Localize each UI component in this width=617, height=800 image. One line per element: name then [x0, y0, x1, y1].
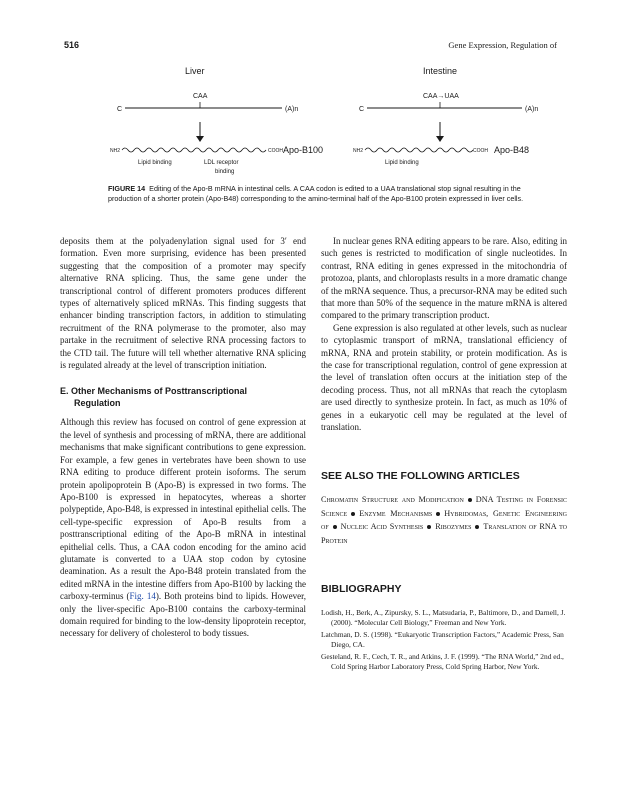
- bullet-dot: [427, 525, 431, 529]
- figure-14-link[interactable]: Fig. 14: [129, 591, 156, 602]
- see-also-list: [321, 493, 567, 547]
- intestine-n-terminus: NH2: [353, 148, 364, 154]
- figure-caption: [108, 184, 528, 204]
- see-also-item[interactable]: Enzyme Mechanisms: [359, 508, 433, 518]
- liver-5-end: C: [117, 106, 123, 113]
- left-para-2-start: Although this review has focused on control of gene expression at the level of synthesis and processing of mRNA, there are additional mechanisms that make significant contributions to gene expression. For example, a few genes in vertebrates have been shown to use RNA editing to produce different protein isoforms. The serum protein apolipoprotein B (Apo-B) is expressed in two forms. The Apo-B100 is expressed in hepatocytes, whereas a shorter polypeptide, Apo-B48, is expressed in intestinal epithelial cells. The cell-type-specific expression of Apo-B results from a posttranscriptional editing of the Apo-B mRNA in intestinal epithelial cells. Thus, a CAA codon encoding for the amino acid glutamate is converted to a UAA stop codon by cytosine deamination. As a result the Apo-B48 protein translated from the edited mRNA in the intestine differs from Apo-B100 by lacking the carboxy-terminus (: [60, 417, 306, 602]
- running-title: Gene Expression, Regulation of: [448, 40, 557, 50]
- liver-n-terminus: NH2: [110, 148, 121, 154]
- see-also-item[interactable]: Hybridomas, Genetic Engineering of: [321, 508, 567, 532]
- intestine-c-terminus: COOH: [473, 148, 488, 154]
- liver-arrow-head: [196, 136, 204, 142]
- see-also-item[interactable]: DNA Testing in Forensic Science: [321, 495, 567, 518]
- ldl-receptor-label: LDL receptor: [204, 160, 239, 166]
- page-number: 516: [64, 40, 80, 50]
- liver-polya-tail: (A)n: [285, 106, 299, 113]
- bibliography-entry: Latchman, D. S. (1998). “Eukaryotic Transcription Factors,” Academic Press, San Diego, CA.: [321, 629, 564, 650]
- left-para-2-end: ). Both proteins bind to lipids. However, only the liver-specific Apo-B100 contains the carboxy-terminal domain required for binding to the low-density lipoprotein receptor, necessary for delivery of cholesterol to body tissues.: [60, 591, 306, 639]
- figure-caption-text: Editing of the Apo-B mRNA in intestinal cells. A CAA codon is edited to a UAA translational stop signal resulting in the production of a shorter protein (Apo-B48) corresponding to the amino-terminal half of the Apo-B100 protein expressed in liver cells.: [108, 184, 524, 203]
- left-column: [60, 235, 306, 640]
- intestine-5-end: C: [359, 106, 365, 113]
- intestine-codon-label: CAA→UAA: [423, 93, 459, 100]
- right-para-1: In nuclear genes RNA editing appears to be rare. Also, editing in such genes is restricted to modification of single nucleotides. In contrast, RNA editing in genes expressed in the mitochondria of protozoa, plants, and chloroplasts results in a more dramatic change of the mRNA sequence. Thus, a precursor-RNA may be edited such that more than 50% of the sequence in the mature mRNA is altered compared to the primary transcription product.: [321, 236, 567, 321]
- bibliography-entry: Gesteland, R. F., Cech, T. R., and Atkins, J. F. (1999). “The RNA World,” 2nd ed., Cold Spring Harbor Laboratory Press, Cold Spring Harbor, New York.: [321, 651, 564, 672]
- see-also-item[interactable]: Nucleic Acid Synthesis: [340, 522, 424, 532]
- right-column: [321, 235, 567, 755]
- see-also-heading: SEE ALSO THE FOLLOWING ARTICLES: [321, 470, 520, 482]
- bullet-dot: [351, 512, 355, 516]
- bibliography-heading: BIBLIOGRAPHY: [321, 583, 402, 595]
- bullet-dot: [468, 498, 472, 502]
- intestine-arrow-head: [436, 136, 444, 142]
- liver-protein-chain: [122, 148, 266, 152]
- ldl-binding-label: binding: [215, 169, 235, 175]
- section-heading-e: [60, 385, 306, 409]
- bullet-dot: [475, 525, 479, 529]
- see-also-item[interactable]: Translation of RNA to Protein: [321, 522, 567, 545]
- liver-title: Liver: [185, 66, 205, 76]
- right-para-2: Gene expression is also regulated at other levels, such as nuclear to cytoplasmic transport of mRNA, translational efficiency of mRNA, RNA and protein stability, or protein modification. As is the case for transcriptional regulation, control of gene expression at the level of translation often occurs at the initiation step of the decoding process. Thus, not all mRNAs that reach the cytoplasm are used directly to synthesize protein. In fact, as much as 10% of genes in a eukaryotic cell may be regulated at the level of translation.: [321, 322, 567, 433]
- liver-lipid-binding-label: Lipid binding: [138, 160, 172, 166]
- liver-c-terminus: COOH: [268, 148, 283, 154]
- bibliography-list: [321, 608, 567, 673]
- see-also-item[interactable]: Chromatin Structure and Modification: [321, 495, 464, 504]
- section-heading-line2: Regulation: [74, 398, 121, 409]
- protein-apo-b100: Apo-B100: [283, 145, 324, 155]
- bullet-dot: [436, 512, 440, 516]
- section-heading-line1: E. Other Mechanisms of Posttranscriptional: [60, 386, 248, 397]
- protein-apo-b48: Apo-B48: [494, 145, 530, 155]
- left-para-2: [60, 416, 306, 639]
- figure-caption-label: FIGURE 14: [108, 184, 146, 193]
- intestine-lipid-binding-label: Lipid binding: [385, 160, 419, 166]
- left-para-1: deposits them at the polyadenylation signal used for 3′ end formation. Even more surprising, evidence has been presented suggesting that the composition of a promoter may specify alternative RNA splicing. Thus, the same gene under the transcriptional control of different promoters produces different types of alternatively spliced mRNAs. This finding suggests that enhancer binding transcription factors, in addition to stimulating recruitment of the RNA polymerase to the promoter, also may partake in the recruitment of selective RNA processing factors to the CTD tail. The future will tell whether alternative RNA splicing is regulated already at the level of transcription initiation.: [60, 236, 306, 371]
- bibliography-entry: Lodish, H., Berk, A., Zipursky, S. L., Matsudaria, P., Baltimore, D., and Darnell, J. (2000). “Molecular Cell Biology,” Freeman and New York.: [321, 608, 566, 628]
- intestine-protein-chain: [365, 148, 473, 152]
- intestine-title: Intestine: [423, 66, 458, 76]
- liver-codon-label: CAA: [193, 93, 208, 100]
- bullet-dot: [333, 525, 337, 529]
- intestine-polya-tail: (A)n: [525, 106, 539, 113]
- apo-b-editing-figure: [60, 58, 560, 178]
- see-also-item[interactable]: Ribozymes: [435, 522, 472, 532]
